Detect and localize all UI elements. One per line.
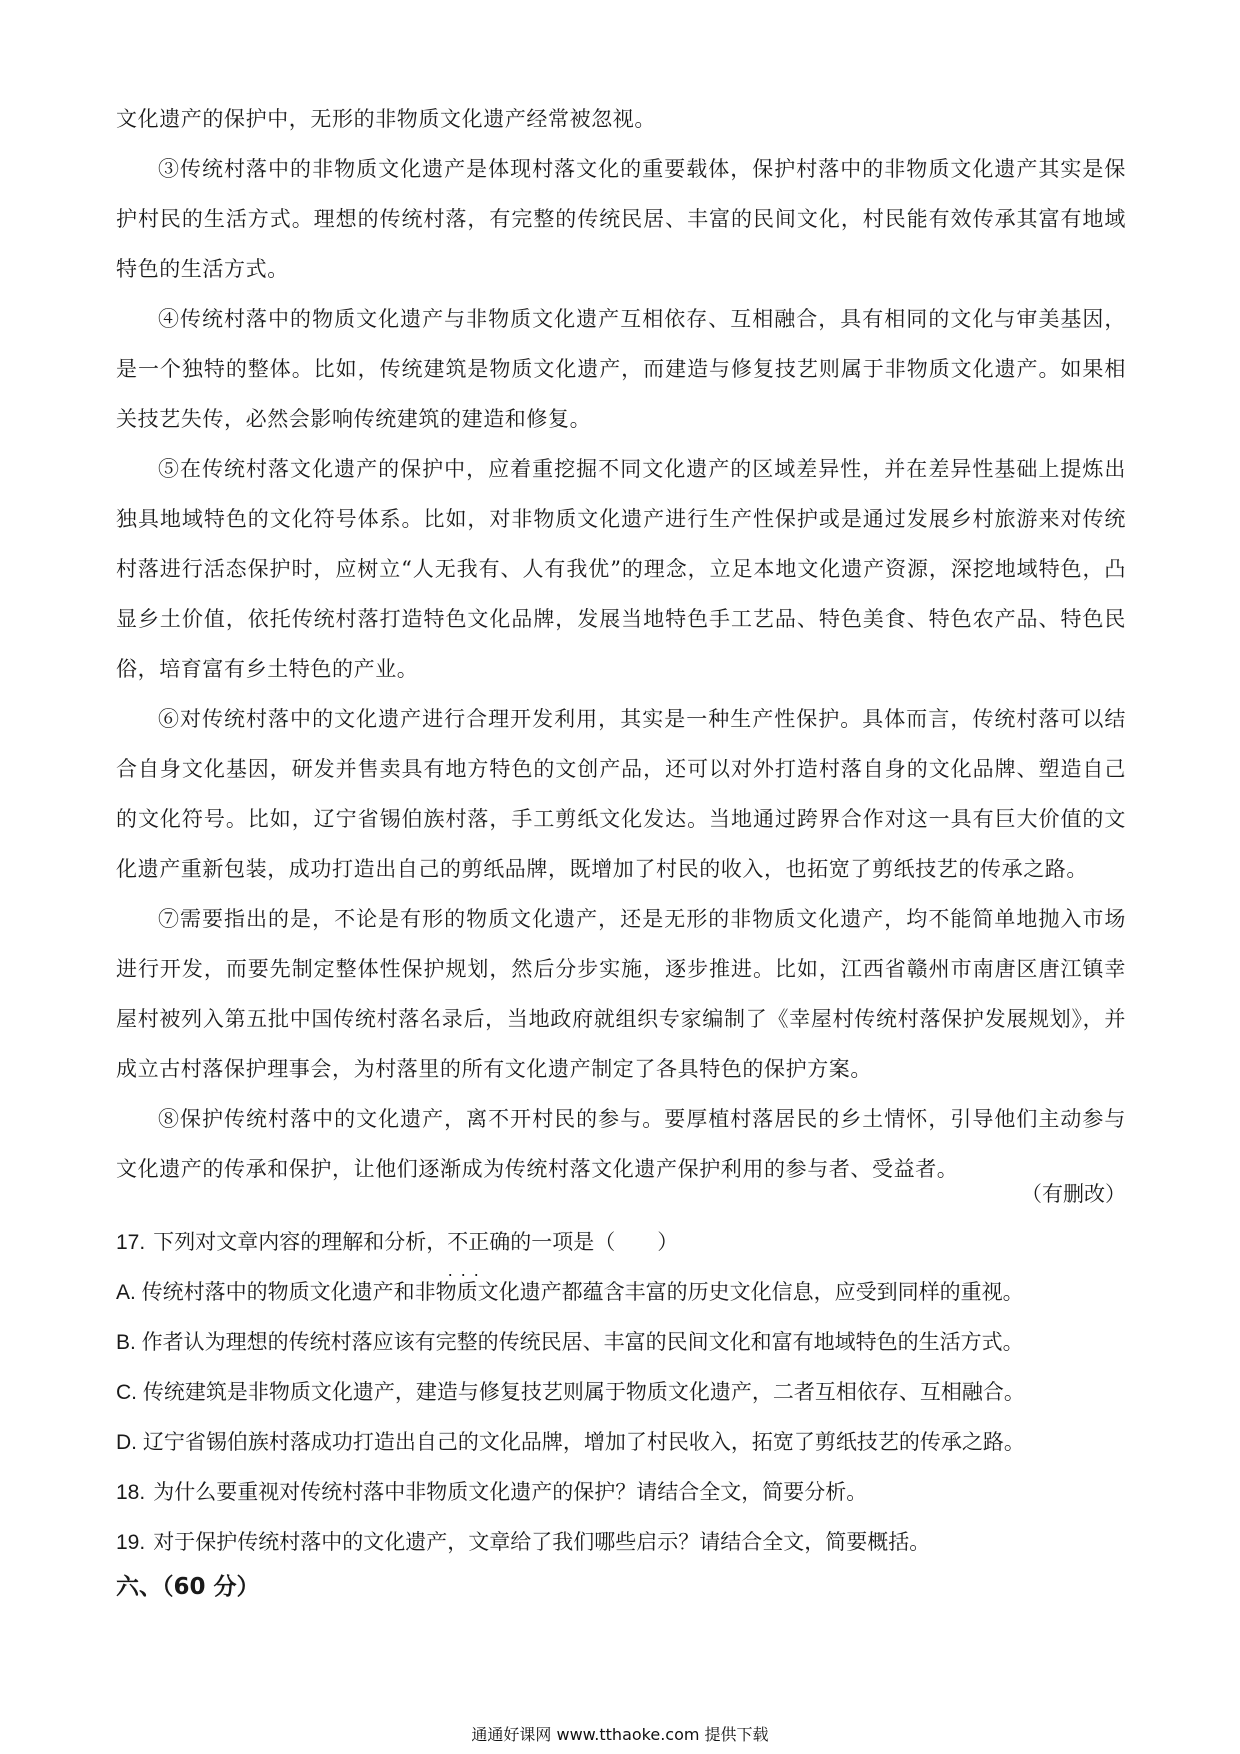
source-note: （有删改）	[1021, 1183, 1126, 1206]
question-stem-text: 的一项是（ ）	[510, 1231, 679, 1254]
question-number: 17.	[116, 1231, 146, 1254]
paragraph-8: ⑧保护传统村落中的文化遗产，离不开村民的参与。要厚植村落居民的乡土情怀，引导他们主动参与文化遗产的传承和保护，让他们逐渐成为传统村落文化遗产保护利用的参与者、受益者。	[116, 1107, 1126, 1181]
section-heading: 六、（60 分）	[116, 1574, 260, 1600]
paragraph-2-end: 文化遗产的保护中，无形的非物质文化遗产经常被忽视。	[116, 107, 656, 131]
emphasis-text: 不正确 · · ·	[447, 1231, 510, 1254]
question-text: 对于保护传统村落中的文化遗产，文章给了我们哪些启示？请结合全文，简要概括。	[153, 1531, 931, 1554]
paragraph-7: ⑦需要指出的是，不论是有形的物质文化遗产，还是无形的非物质文化遗产，均不能简单地抛入市场进行开发，而要先制定整体性保护规划，然后分步实施，逐步推进。比如，江西省赣州市南唐区唐江镇幸屋村被列入第五批中国传统村落名录后，当地政府就组织专家编制了《幸屋村传统村落保护发展规划》，并成立古村落保护理事会，为村落里的所有文化遗产制定了各具特色的保护方案。	[116, 907, 1126, 1081]
footer-text: 通通好课网 www.tthaoke.com 提供下载	[471, 1725, 769, 1744]
option-c: C. 传统建筑是非物质文化遗产，建造与修复技艺则属于物质文化遗产，二者互相依存、互相融合。	[116, 1381, 1025, 1404]
question-text: 为什么要重视对传统村落中非物质文化遗产的保护？请结合全文，简要分析。	[153, 1481, 868, 1504]
paragraph-3: ③传统村落中的非物质文化遗产是体现村落文化的重要载体，保护村落中的非物质文化遗产其实是保护村民的生活方式。理想的传统村落，有完整的传统民居、丰富的民间文化，村民能有效传承其富有地域特色的生活方式。	[116, 157, 1126, 281]
paragraph-5: ⑤在传统村落文化遗产的保护中，应着重挖掘不同文化遗产的区域差异性，并在差异性基础上提炼出独具地域特色的文化符号体系。比如，对非物质文化遗产进行生产性保护或是通过发展乡村旅游来对传统村落进行活态保护时，应树立“人无我有、人有我优”的理念，立足本地文化遗产资源，深挖地域特色，凸显乡土价值，依托传统村落打造特色文化品牌，发展当地特色手工艺品、特色美食、特色农产品、特色民俗，培育富有乡土特色的产业。	[116, 457, 1126, 681]
paragraph-6: ⑥对传统村落中的文化遗产进行合理开发利用，其实是一种生产性保护。具体而言，传统村落可以结合自身文化基因，研发并售卖具有地方特色的文创产品，还可以对外打造村落自身的文化品牌、塑造自己的文化符号。比如，辽宁省锡伯族村落，手工剪纸文化发达。当地通过跨界合作对这一具有巨大价值的文化遗产重新包装，成功打造出自己的剪纸品牌，既增加了村民的收入，也拓宽了剪纸技艺的传承之路。	[116, 707, 1126, 881]
question-stem-text: 下列对文章内容的理解和分析，	[153, 1231, 448, 1254]
question-number: 18.	[116, 1481, 146, 1504]
question-17-stem	[116, 1218, 1126, 1268]
paragraph-4: ④传统村落中的物质文化遗产与非物质文化遗产互相依存、互相融合，具有相同的文化与审美基因，是一个独特的整体。比如，传统建筑是物质文化遗产，而建造与修复技艺则属于非物质文化遗产。如果相关技艺失传，必然会影响传统建筑的建造和修复。	[116, 307, 1126, 431]
option-a: A. 传统村落中的物质文化遗产和非物质文化遗产都蕴含丰富的历史文化信息，应受到同样的重视。	[116, 1281, 1024, 1304]
option-d: D. 辽宁省锡伯族村落成功打造出自己的文化品牌，增加了村民收入，拓宽了剪纸技艺的传承之路。	[116, 1431, 1025, 1454]
question-18	[116, 1468, 1126, 1518]
option-b: B. 作者认为理想的传统村落应该有完整的传统民居、丰富的民间文化和富有地域特色的生活方式。	[116, 1331, 1024, 1354]
question-19	[116, 1518, 1126, 1568]
question-number: 19.	[116, 1531, 146, 1554]
